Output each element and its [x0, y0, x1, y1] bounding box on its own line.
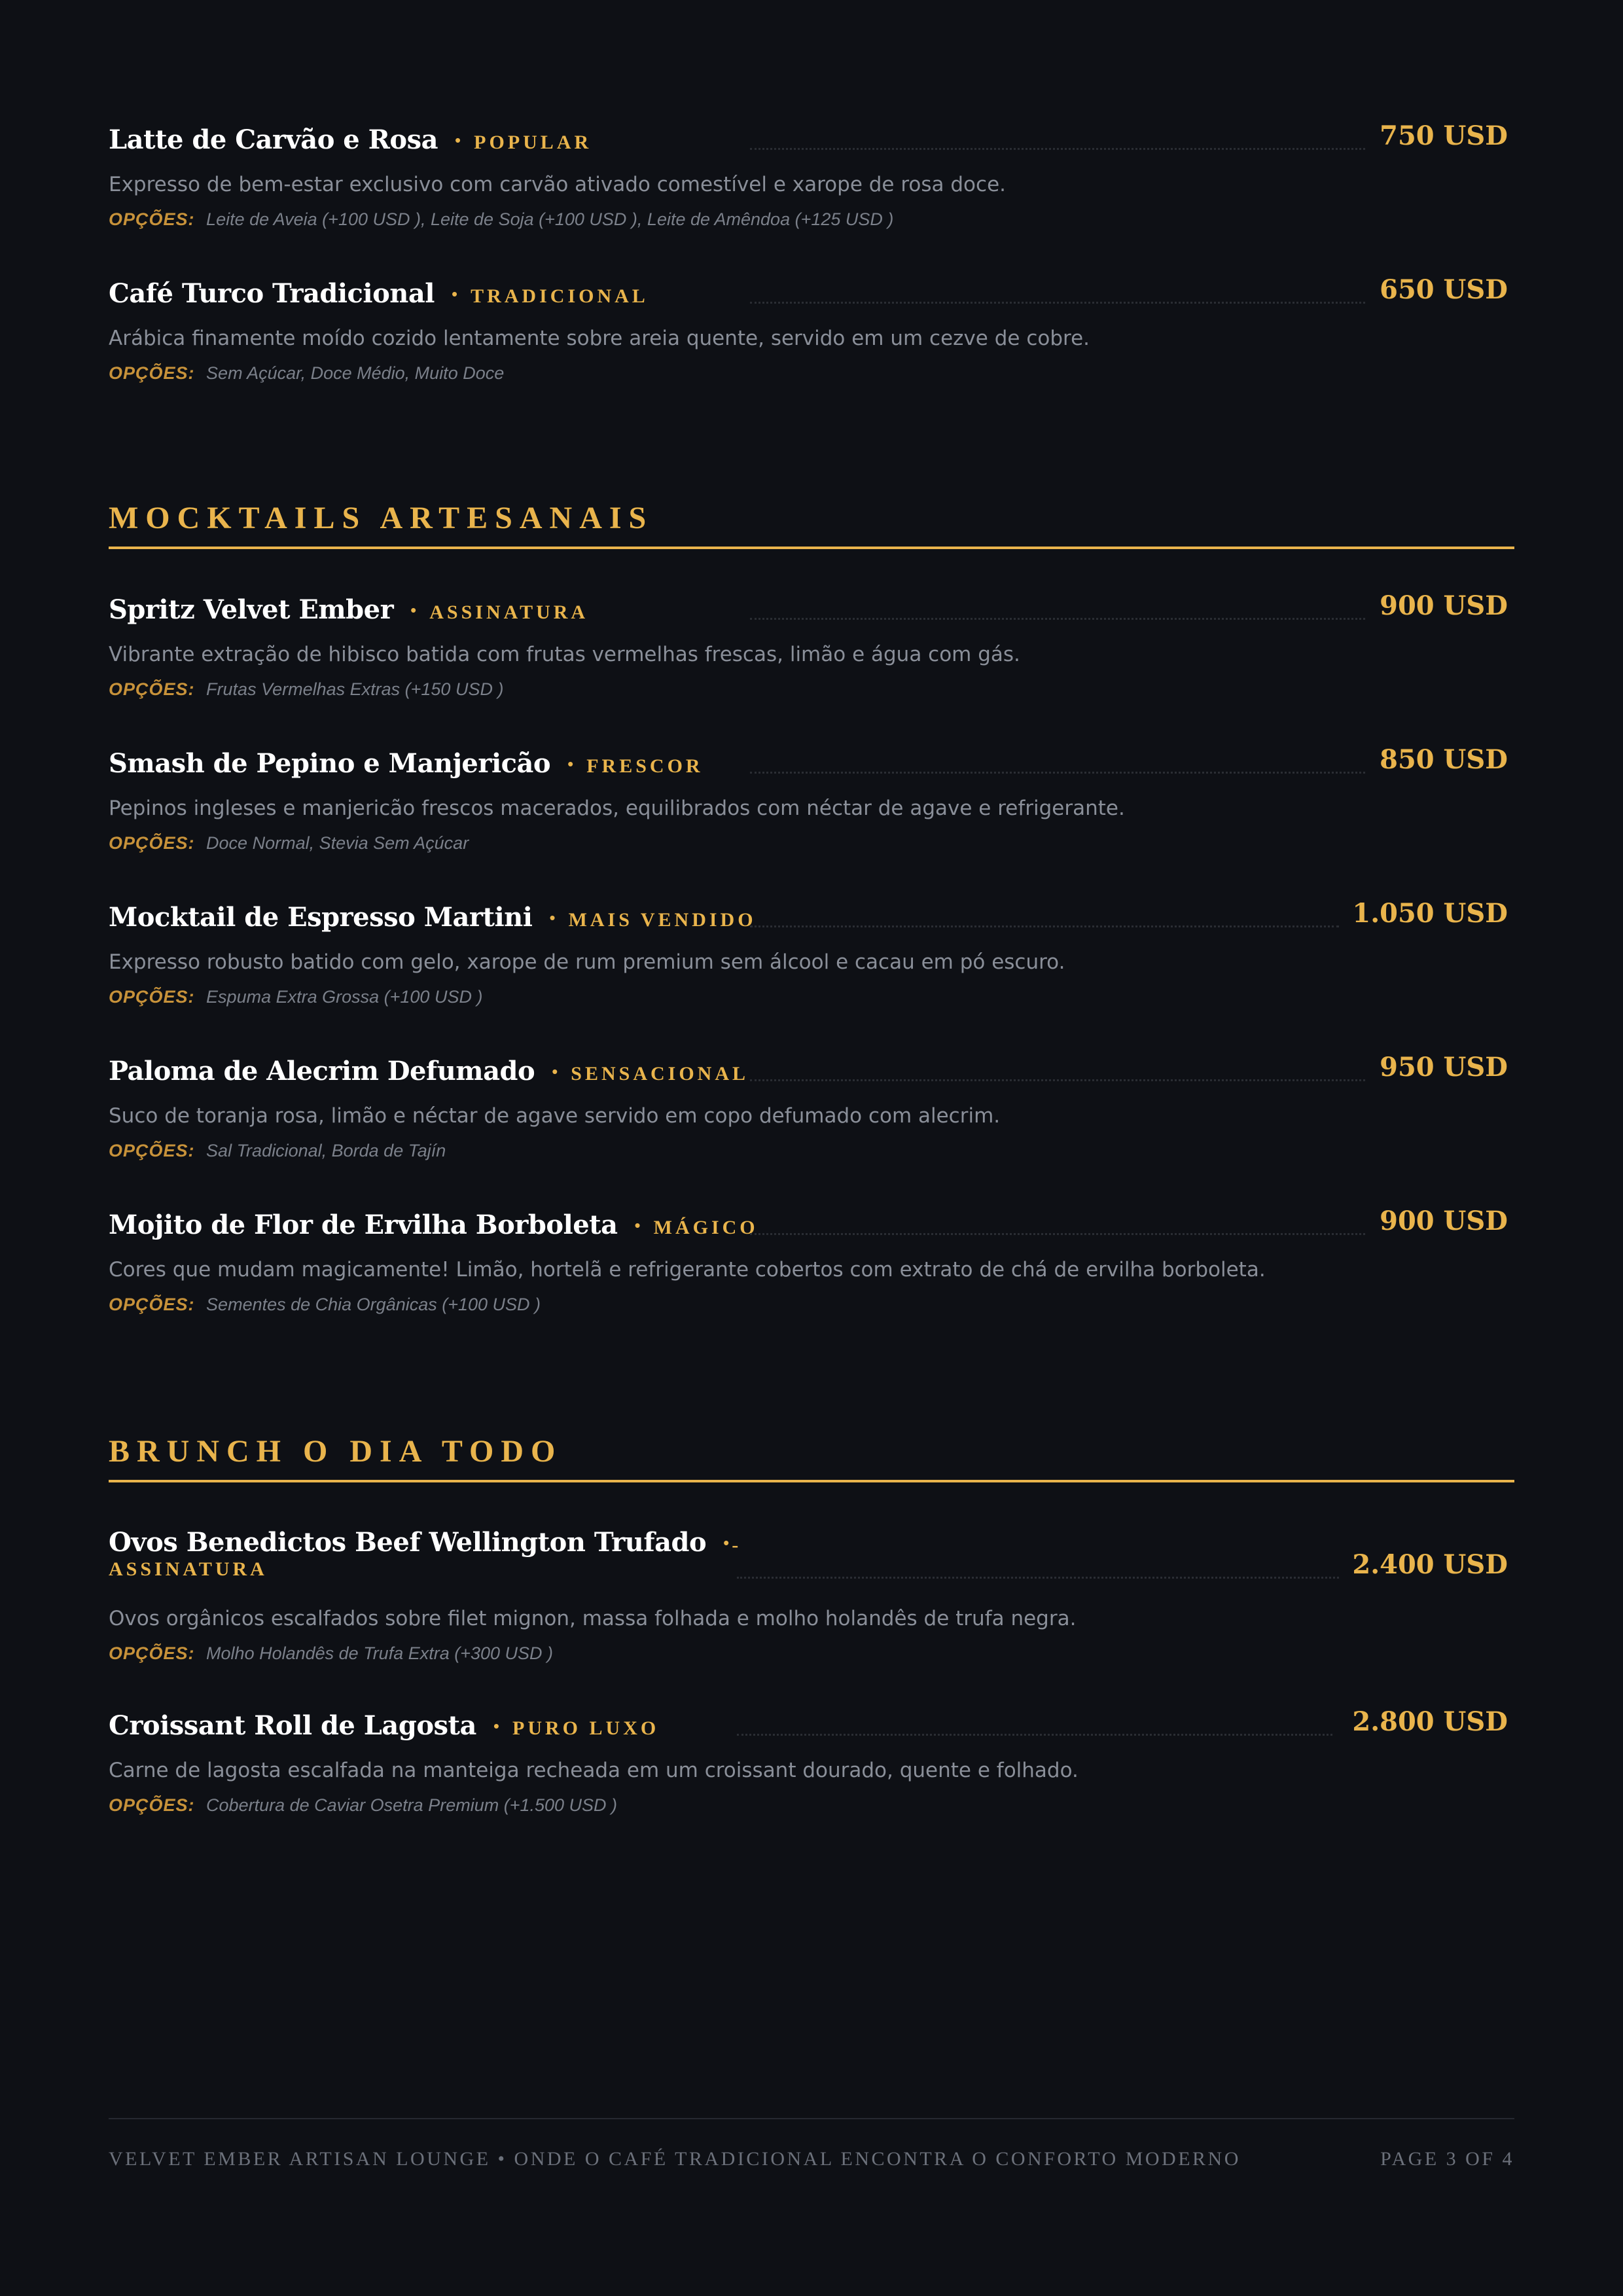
options-text: Sal Tradicional, Borda de Tajín	[206, 1141, 446, 1160]
menu-item-name: Mojito de Flor de Ervilha Borboleta	[109, 1210, 618, 1240]
menu-item-description: Suco de toranja rosa, limão e néctar de agave servido em copo defumado com alecrim.	[109, 1104, 1001, 1128]
menu-item-title	[109, 278, 649, 309]
options-text: Frutas Vermelhas Extras (+150 USD )	[206, 679, 504, 699]
menu-item-header	[109, 274, 1514, 324]
dotted-leader	[750, 1233, 1365, 1235]
menu-item-title	[109, 748, 704, 779]
dotted-leader	[750, 618, 1365, 620]
options-label: OPÇÕES:	[109, 363, 195, 383]
menu-item-options	[109, 1141, 446, 1161]
menu-item-header	[109, 590, 1514, 640]
menu-item-options	[109, 209, 893, 230]
menu-item	[109, 274, 1514, 383]
menu-item	[109, 590, 1514, 699]
options-text: Doce Normal, Stevia Sem Açúcar	[206, 833, 469, 853]
menu-item	[109, 1206, 1514, 1314]
dotted-leader	[750, 925, 1339, 927]
menu-item	[109, 744, 1514, 853]
menu-item	[109, 120, 1514, 229]
dotted-leader	[750, 772, 1365, 774]
menu-item-header	[109, 744, 1514, 794]
menu-item-description: Carne de lagosta escalfada na manteiga recheada em um croissant dourado, quente e folhado.	[109, 1759, 1079, 1782]
options-text: Sementes de Chia Orgânicas (+100 USD )	[206, 1295, 541, 1314]
menu-item-header	[109, 898, 1514, 948]
menu-item-tag: MÁGICO	[653, 1217, 758, 1238]
menu-item-description: Pepinos ingleses e manjericão frescos macerados, equilibrados com néctar de agave e refrigerante.	[109, 797, 1125, 820]
dotted-leader	[750, 1079, 1365, 1081]
menu-item-tag: ASSINATURA	[109, 1558, 268, 1580]
menu-item-name: Croissant Roll de Lagosta	[109, 1710, 476, 1741]
menu-item-price: 2.400 USD	[1352, 1549, 1508, 1580]
menu-item-title	[109, 1710, 659, 1741]
tag-hyphen: -	[732, 1534, 742, 1556]
menu-item-description: Expresso de bem-estar exclusivo com carvão ativado comestível e xarope de rosa doce.	[109, 173, 1006, 196]
menu-item-options	[109, 1795, 617, 1816]
section-brunch	[109, 1433, 1514, 1482]
menu-item-price: 650 USD	[1380, 274, 1508, 305]
dotted-leader	[737, 1577, 1339, 1579]
menu-item-description: Vibrante extração de hibisco batida com frutas vermelhas frescas, limão e água com gás.	[109, 643, 1020, 666]
bullet-dot-icon: •	[634, 1215, 641, 1235]
options-label: OPÇÕES:	[109, 209, 195, 229]
page-number: PAGE 3 OF 4	[1380, 2148, 1514, 2170]
menu-item-description: Cores que mudam magicamente! Limão, hortelã e refrigerante cobertos com extrato de chá de ervilha borboleta.	[109, 1258, 1266, 1282]
dotted-leader	[750, 148, 1365, 150]
options-label: OPÇÕES:	[109, 1295, 195, 1314]
menu-item-tag: FRESCOR	[586, 755, 704, 777]
options-text: Cobertura de Caviar Osetra Premium (+1.500 USD )	[206, 1795, 618, 1815]
menu-item-header	[109, 1706, 1514, 1756]
section-divider	[109, 547, 1514, 549]
bullet-dot-icon: •	[552, 1062, 558, 1081]
menu-item-tag: SENSACIONAL	[571, 1063, 749, 1085]
bullet-dot-icon: •	[567, 754, 574, 774]
options-label: OPÇÕES:	[109, 1643, 195, 1663]
menu-item-tag: PURO LUXO	[512, 1717, 660, 1739]
menu-item-title-line	[109, 1527, 741, 1558]
menu-item	[109, 1052, 1514, 1160]
menu-item	[109, 1527, 1514, 1663]
menu-item-options	[109, 833, 469, 853]
menu-item-tag: ASSINATURA	[429, 601, 589, 623]
options-text: Sem Açúcar, Doce Médio, Muito Doce	[206, 363, 505, 383]
menu-item-name: Latte de Carvão e Rosa	[109, 124, 438, 155]
bullet-dot-icon: •	[451, 284, 458, 304]
menu-item-title	[109, 1527, 741, 1581]
menu-item-price: 900 USD	[1380, 1206, 1508, 1236]
menu-item-options	[109, 1295, 541, 1315]
menu-item-name: Paloma de Alecrim Defumado	[109, 1056, 535, 1086]
menu-item	[109, 898, 1514, 1007]
menu-item-name: Mocktail de Espresso Martini	[109, 902, 533, 933]
bullet-dot-icon: •	[549, 908, 556, 927]
menu-item-price: 750 USD	[1380, 120, 1508, 151]
section-divider	[109, 1480, 1514, 1482]
menu-item-price: 2.800 USD	[1352, 1706, 1508, 1737]
section-title: BRUNCH O DIA TODO	[109, 1434, 563, 1469]
menu-item-title	[109, 594, 588, 625]
menu-item-title	[109, 1210, 758, 1240]
menu-item-tag: MAIS VENDIDO	[568, 909, 757, 931]
footer-tagline: VELVET EMBER ARTISAN LOUNGE • ONDE O CAFÉ TRADICIONAL ENCONTRA O CONFORTO MODERNO	[109, 2148, 1241, 2170]
options-text: Leite de Aveia (+100 USD ), Leite de Soja (+100 USD ), Leite de Amêndoa (+125 USD )	[206, 209, 894, 229]
options-label: OPÇÕES:	[109, 833, 195, 853]
menu-item-options	[109, 363, 504, 384]
menu-item-options	[109, 987, 482, 1007]
menu-item-name: Café Turco Tradicional	[109, 278, 435, 309]
bullet-dot-icon: •	[455, 130, 461, 150]
options-label: OPÇÕES:	[109, 1141, 195, 1160]
menu-item	[109, 1706, 1514, 1815]
menu-item-name: Ovos Benedictos Beef Wellington Trufado	[109, 1527, 707, 1558]
bullet-dot-icon: •	[723, 1533, 730, 1552]
menu-item-price: 850 USD	[1380, 744, 1508, 775]
menu-item-description: Ovos orgânicos escalfados sobre filet mignon, massa folhada e molho holandês de trufa negra.	[109, 1607, 1077, 1630]
menu-item-price: 900 USD	[1380, 590, 1508, 621]
section-mocktails	[109, 500, 1514, 549]
menu-item-name: Spritz Velvet Ember	[109, 594, 394, 625]
menu-item-price: 1.050 USD	[1352, 898, 1508, 929]
menu-item-description: Expresso robusto batido com gelo, xarope de rum premium sem álcool e cacau em pó escuro.	[109, 950, 1065, 974]
menu-item-tag: TRADICIONAL	[471, 285, 649, 307]
menu-item-header	[109, 1206, 1514, 1255]
options-label: OPÇÕES:	[109, 1795, 195, 1815]
bullet-dot-icon: •	[410, 600, 417, 620]
footer-divider	[109, 2118, 1514, 2119]
menu-item-name: Smash de Pepino e Manjericão	[109, 748, 551, 779]
menu-item-header	[109, 1527, 1514, 1605]
menu-item-title	[109, 1056, 749, 1086]
bullet-dot-icon: •	[493, 1716, 500, 1736]
menu-item-title	[109, 124, 592, 155]
menu-item-tag: POPULAR	[474, 132, 592, 153]
dotted-leader	[737, 1734, 1332, 1736]
section-title: MOCKTAILS ARTESANAIS	[109, 501, 654, 535]
menu-item-header	[109, 120, 1514, 170]
menu-item-options	[109, 679, 503, 700]
options-text: Molho Holandês de Trufa Extra (+300 USD )	[206, 1643, 554, 1663]
options-label: OPÇÕES:	[109, 987, 195, 1007]
menu-item-options	[109, 1643, 553, 1664]
dotted-leader	[750, 302, 1365, 304]
menu-item-description: Arábica finamente moído cozido lentamente sobre areia quente, servido em um cezve de cobre.	[109, 327, 1090, 350]
menu-item-header	[109, 1052, 1514, 1102]
menu-item-title	[109, 902, 757, 933]
options-label: OPÇÕES:	[109, 679, 195, 699]
menu-item-price: 950 USD	[1380, 1052, 1508, 1083]
options-text: Espuma Extra Grossa (+100 USD )	[206, 987, 483, 1007]
